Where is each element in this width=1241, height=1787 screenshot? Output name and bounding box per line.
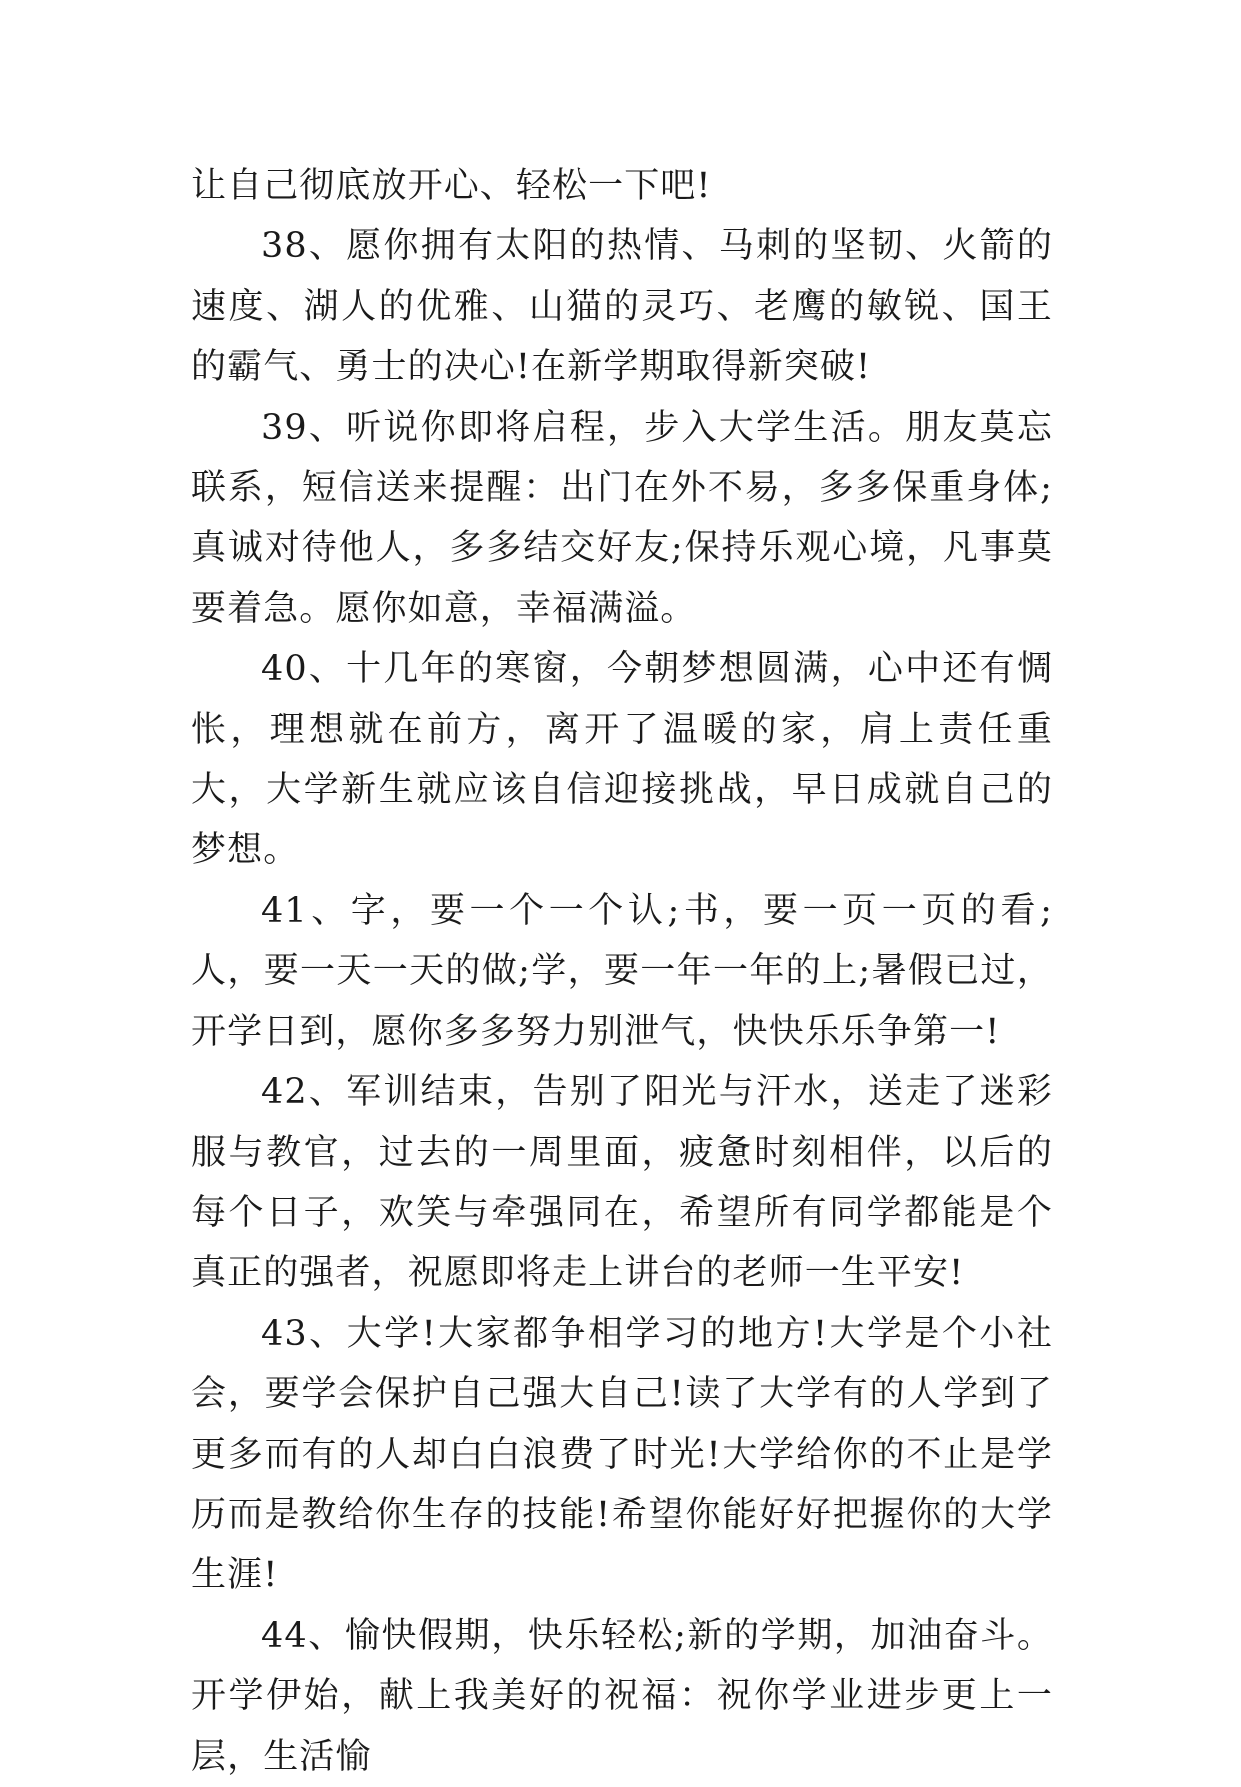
paragraph-43: 43、大学!大家都争相学习的地方!大学是个小社会，要学会保护自己强大自己!读了大学有的人学到了更多而有的人却白白浪费了时光!大学给你的不止是学历而是教给你生存的技能!希望你能好好把握你的大学生涯! bbox=[191, 1313, 1053, 1596]
body-text bbox=[191, 156, 1053, 1787]
paragraph-44: 44、愉快假期，快乐轻松;新的学期，加油奋斗。开学伊始，献上我美好的祝福：祝你学业进步更上一层，生活愉 bbox=[191, 1615, 1053, 1777]
paragraph-42: 42、军训结束，告别了阳光与汗水，送走了迷彩服与教官，过去的一周里面，疲惫时刻相伴，以后的每个日子，欢笑与牵强同在，希望所有同学都能是个真正的强者，祝愿即将走上讲台的老师一生平安! bbox=[191, 1072, 1053, 1294]
paragraph-37-continuation: 让自己彻底放开心、轻松一下吧! bbox=[191, 166, 712, 206]
paragraph-41: 41、字，要一个一个认;书，要一页一页的看;人，要一天一天的做;学，要一年一年的上;暑假已过，开学日到，愿你多多努力别泄气，快快乐乐争第一! bbox=[191, 890, 1053, 1052]
paragraph-38: 38、愿你拥有太阳的热情、马刺的坚韧、火箭的速度、湖人的优雅、山猫的灵巧、老鹰的敏锐、国王的霸气、勇士的决心!在新学期取得新突破! bbox=[191, 226, 1053, 388]
paragraph-40: 40、十几年的寒窗，今朝梦想圆满，心中还有惆怅，理想就在前方，离开了温暖的家，肩上责任重大，大学新生就应该自信迎接挑战，早日成就自己的梦想。 bbox=[191, 649, 1053, 871]
paragraph-39: 39、听说你即将启程，步入大学生活。朋友莫忘联系，短信送来提醒：出门在外不易，多多保重身体;真诚对待他人，多多结交好友;保持乐观心境，凡事莫要着急。愿你如意，幸福满溢。 bbox=[191, 407, 1053, 629]
